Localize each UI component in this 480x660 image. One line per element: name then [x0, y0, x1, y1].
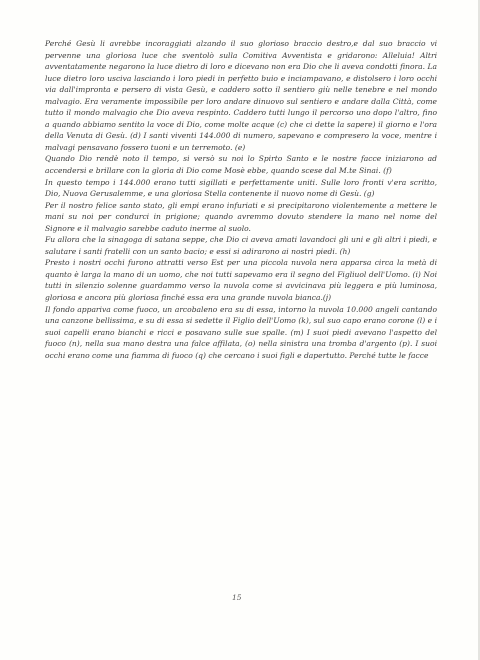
paragraph: Fu allora che la sinagoga di satana seppe, che Dio ci aveva amati lavandoci gli uni e gli altri i piedi, e salutare i santi fratelli con un santo bacio; e essi si adirarono ai nostri piedi. (h) — [45, 235, 437, 256]
paragraph: Il fondo appariva come fuoco, un arcobaleno era su di essa, intorno la nuvola 10.000 angeli cantando una canzone bellissima, e su di essa si sedette il Figlio dell'Uomo (k), sul suo capo erano corone (l) e i suoi capelli erano bianchi e ricci e posavano sulle sue spalle. (m) I suoi piedi avevano l'aspetto del fuoco (n), nella sua mano destra una falce affilata, (o) nella sinistra una tromba d'argento (p). I suoi occhi erano come una fiamma di fuoco (q) che cercano i suoi figli e dapertutto. Perché tutte le facce — [45, 304, 437, 360]
paragraph: Quando Dio rendè noto il tempo, si versò su noi lo Spirto Santo e le nostre facce iniziarono ad accendersi e brillare con la gloria di Dio come Mosè ebbe, quando scese dal M.te Sinai. (f) — [45, 154, 437, 176]
paragraph: Perché Gesù li avrebbe incoraggiati alzando il suo glorioso braccio destro,e dal suo braccio vi pervenne una gloriosa luce che sventolò sulla Comitiva Avventista e gridarono: Alleluia! Altri avventatamente negarono la luce dietro di loro e dicevano non era Dio che li aveva condotti finora. La luce dietro loro usciva lasciando i loro piedi in perfetto buio e inciampavano, e distolsero i loro occhi via dall'impronta e persero di vista Gesù, e caddero sotto il sentiero giù nelle tenebre e nel mondo malvagio. Era veramente impossibile per loro andare dinuovo sul sentiero e andare dalla Città, come tutto il mondo malvagio che Dio aveva respinto. Caddero tutti lungo il percorso uno dopo l'altro, fino a quando abbiamo sentito la voce di Dio, come molte acque (c) che ci dette la sapere) il giorno e l'ora della Venuta di Gesù. (d) I santi viventi 144.000 di numero, sapevano e compresero la voce, mentre i malvagi pensavano fossero tuoni e un terremoto. (e) — [45, 39, 437, 152]
paragraph: Per il nostro felice santo stato, gli empi erano infuriati e si precipitarono violentemente a mettere le mani su noi per condurci in prigione; quando avremmo dovuto stendere la mano nel nome del Signore e il malvagio sarebbe caduto inerme al suolo. — [45, 200, 437, 233]
body-text — [45, 38, 437, 361]
paragraph: Presto i nostri occhi furono attratti verso Est per una piccola nuvola nera apparsa circa la metà di quanto è larga la mano di un uomo, che noi tutti sapevamo era il segno del Figliuol dell'Uomo. (i) Noi tutti in silenzio solenne guardammo verso la nuvola come si avvicinava più leggera e più luminosa, gloriosa e ancora più gloriosa finché essa era una grande nuvola bianca.(j) — [45, 258, 437, 303]
paragraph: In questo tempo i 144.000 erano tutti sigillati e perfettamente uniti. Sulle loro fronti v'era scritto, Dio, Nuova Gerusalemme, e una gloriosa Stella contenente il nuovo nome di Gesù. (g) — [45, 177, 437, 199]
page-number: 15 — [232, 593, 242, 602]
